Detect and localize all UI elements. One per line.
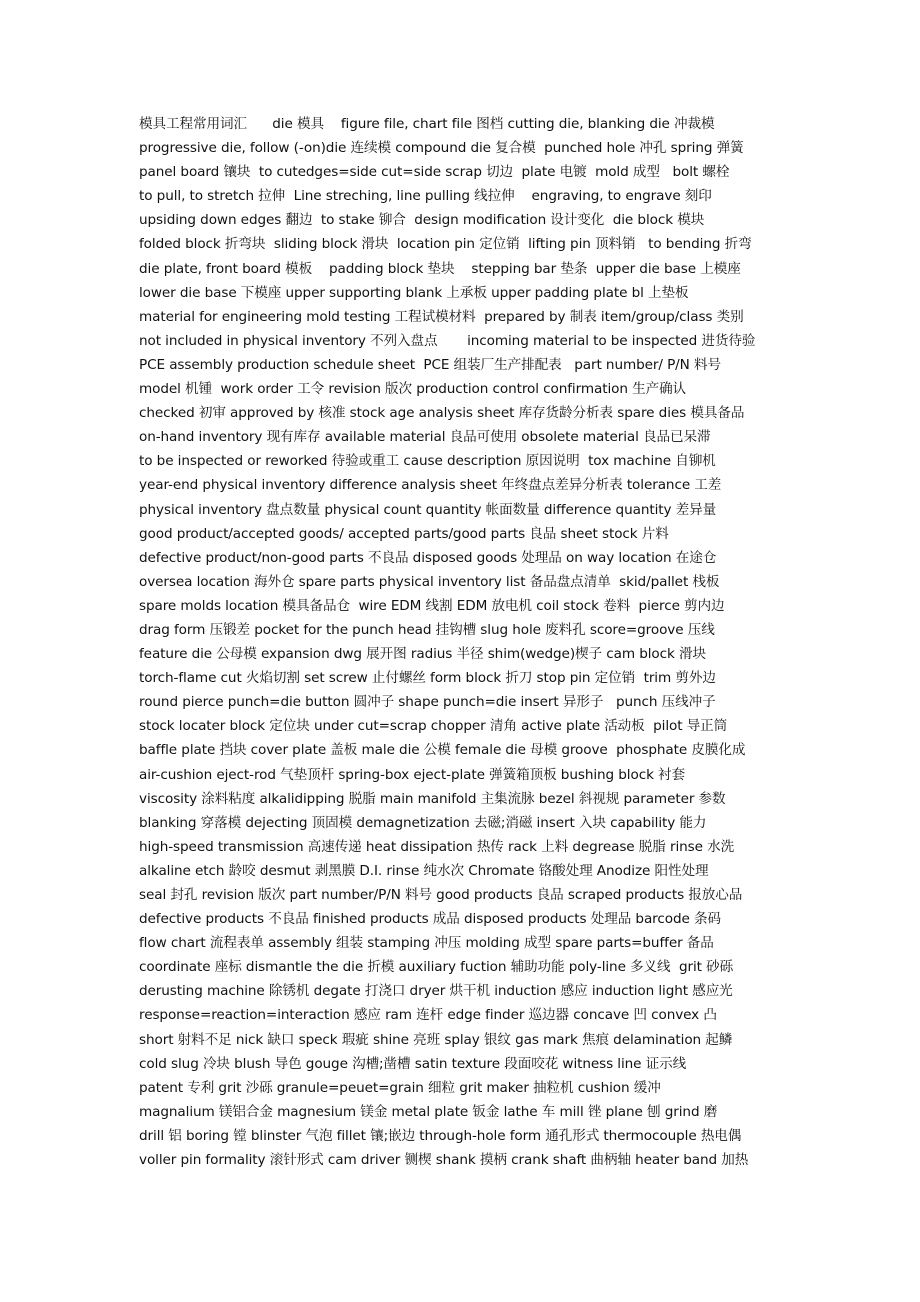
glossary-line: stock locater block 定位块 under cut=scrap chopper 清角 active plate 活动板 pilot 导正筒 — [139, 718, 728, 735]
glossary-line: spare molds location 模具备品仓 wire EDM 线割 EDM 放电机 coil stock 卷料 pierce 剪内边 — [139, 597, 725, 614]
glossary-line: on-hand inventory 现有库存 available material 良品可使用 obsolete material 良品已呆滞 — [139, 429, 711, 446]
glossary-line: material for engineering mold testing 工程试模材料 prepared by 制表 item/group/class 类别 — [139, 308, 744, 325]
glossary-line: response=reaction=interaction 感应 ram 连杆 edge finder 巡边器 concave 凹 convex 凸 — [139, 1007, 717, 1024]
glossary-line: drag form 压锻差 pocket for the punch head 挂钩槽 slug hole 废料孔 score=groove 压线 — [139, 621, 715, 638]
glossary-line: cold slug 冷块 blush 导色 gouge 沟槽;凿槽 satin texture 段面咬花 witness line 证示线 — [139, 1055, 687, 1072]
glossary-line: year-end physical inventory difference analysis sheet 年终盘点差异分析表 tolerance 工差 — [139, 477, 722, 494]
glossary-line: to pull, to stretch 拉伸 Line streching, line pulling 线拉伸 engraving, to engrave 刻印 — [139, 188, 712, 205]
glossary-line: short 射料不足 nick 缺口 speck 瑕疵 shine 亮班 splay 银纹 gas mark 焦痕 delamination 起鳞 — [139, 1031, 733, 1048]
glossary-line: seal 封孔 revision 版次 part number/P/N 料号 good products 良品 scraped products 报放心品 — [139, 887, 743, 903]
glossary-line: checked 初审 approved by 核准 stock age analysis sheet 库存货龄分析表 spare dies 模具备品 — [139, 405, 745, 422]
glossary-line: patent 专利 grit 沙砾 granule=peuet=grain 细粒 grit maker 抽粒机 cushion 缓冲 — [139, 1079, 661, 1096]
glossary-line: progressive die, follow (-on)die 连续模 compound die 复合模 punched hole 冲孔 spring 弹簧 — [139, 140, 744, 157]
glossary-line: 模具工程常用词汇 die 模具 figure file, chart file 图档 cutting die, blanking die 冲裁模 — [139, 116, 715, 132]
glossary-line: die plate, front board 模板 padding block 垫块 stepping bar 垫条 upper die base 上模座 — [139, 260, 741, 277]
glossary-line: torch-flame cut 火焰切割 set screw 止付螺丝 form block 折刀 stop pin 定位销 trim 剪外边 — [139, 670, 716, 687]
glossary-line: folded block 折弯块 sliding block 滑块 location pin 定位销 lifting pin 顶料销 to bending 折弯 — [139, 236, 752, 253]
glossary-line: defective product/non-good parts 不良品 disposed goods 处理品 on way location 在途仓 — [139, 549, 717, 566]
glossary-line: baffle plate 挡块 cover plate 盖板 male die 公模 female die 母模 groove phosphate 皮膜化成 — [139, 742, 746, 759]
glossary-line: good product/accepted goods/ accepted parts/good parts 良品 sheet stock 片料 — [139, 525, 669, 542]
glossary-line: upsiding down edges 翻边 to stake 铆合 design modification 设计变化 die block 模块 — [139, 212, 705, 229]
glossary-line: panel board 镶块 to cutedges=side cut=side scrap 切边 plate 电镀 mold 成型 bolt 螺栓 — [139, 164, 730, 181]
glossary-line: to be inspected or reworked 待验或重工 cause description 原因说明 tox machine 自铆机 — [139, 453, 716, 470]
glossary-line: magnalium 镁铝合金 magnesium 镁金 metal plate 钣金 lathe 车 mill 锉 plane 刨 grind 磨 — [139, 1103, 718, 1120]
glossary-line: not included in physical inventory 不列入盘点 incoming material to be inspected 进货待验 — [139, 332, 756, 349]
glossary-line: viscosity 涂料粘度 alkalidipping 脱脂 main manifold 主集流脉 bezel 斜视规 parameter 参数 — [139, 790, 726, 807]
glossary-line: high-speed transmission 高速传递 heat dissipation 热传 rack 上料 degrease 脱脂 rinse 水洗 — [139, 838, 735, 855]
glossary-line: oversea location 海外仓 spare parts physical inventory list 备品盘点清单 skid/pallet 栈板 — [139, 573, 720, 590]
glossary-line: model 机锺 work order 工令 revision 版次 production control confirmation 生产确认 — [139, 381, 687, 398]
glossary-line: air-cushion eject-rod 气垫顶杆 spring-box eject-plate 弹簧箱顶板 bushing block 衬套 — [139, 766, 686, 783]
glossary-line: lower die base 下模座 upper supporting blank 上承板 upper padding plate bl 上垫板 — [139, 284, 689, 301]
glossary-line: defective products 不良品 finished products 成品 disposed products 处理品 barcode 条码 — [139, 911, 721, 928]
glossary-line: physical inventory 盘点数量 physical count quantity 帐面数量 difference quantity 差异量 — [139, 501, 717, 518]
glossary-line: voller pin formality 滚针形式 cam driver 铡楔 shank 摸柄 crank shaft 曲柄轴 heater band 加热 — [139, 1152, 749, 1169]
glossary-document — [139, 114, 799, 1174]
glossary-line: flow chart 流程表单 assembly 组装 stamping 冲压 molding 成型 spare parts=buffer 备品 — [139, 935, 714, 952]
glossary-line: feature die 公母模 expansion dwg 展开图 radius 半径 shim(wedge)楔子 cam block 滑块 — [139, 646, 706, 663]
glossary-line: drill 铝 boring 镗 blinster 气泡 fillet 镶;嵌边 through-hole form 通孔形式 thermocouple 热电偶 — [139, 1127, 742, 1144]
glossary-line: alkaline etch 龄咬 desmut 剥黑膜 D.I. rinse 纯水次 Chromate 铬酸处理 Anodize 阳性处理 — [139, 862, 709, 879]
glossary-line: blanking 穿落模 dejecting 顶固模 demagnetization 去磁;消磁 insert 入块 capability 能力 — [139, 814, 707, 831]
glossary-line: coordinate 座标 dismantle the die 折模 auxiliary fuction 辅助功能 poly-line 多义线 grit 砂砾 — [139, 959, 734, 976]
glossary-line: PCE assembly production schedule sheet PCE 组装厂生产排配表 part number/ P/N 料号 — [139, 356, 721, 373]
glossary-line: round pierce punch=die button 圆冲子 shape punch=die insert 异形子 punch 压线冲子 — [139, 694, 716, 711]
glossary-line: derusting machine 除锈机 degate 打浇口 dryer 烘干机 induction 感应 induction light 感应光 — [139, 983, 733, 1000]
